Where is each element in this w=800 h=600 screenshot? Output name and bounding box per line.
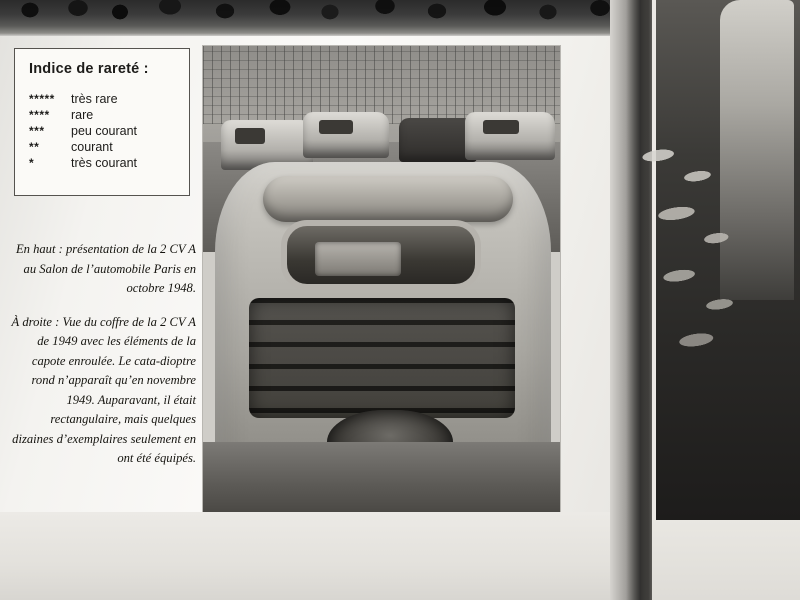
rarity-row	[29, 91, 179, 107]
rarity-label: très courant	[71, 156, 138, 170]
rarity-row	[29, 107, 179, 123]
rarity-label: rare	[71, 108, 94, 122]
rarity-label: très rare	[71, 92, 118, 106]
window-object	[315, 242, 401, 276]
rolled-soft-top	[263, 176, 513, 222]
right-page-margin-bottom	[652, 520, 800, 600]
rarity-row	[29, 123, 179, 139]
rarity-label: courant	[71, 140, 113, 154]
left-page-margin-bottom	[0, 512, 620, 600]
rarity-stars: ****	[29, 108, 50, 122]
rarity-index-title: Indice de rareté :	[29, 61, 149, 77]
rarity-stars: *****	[29, 92, 55, 106]
main-photograph	[203, 46, 560, 512]
car-window	[319, 120, 353, 134]
open-trunk-area	[249, 298, 515, 418]
rarity-stars: ***	[29, 124, 45, 138]
background-car	[303, 112, 389, 158]
car-window	[483, 120, 519, 134]
right-page-photograph	[656, 0, 800, 520]
rear-window	[281, 220, 481, 290]
rarity-label: peu courant	[71, 124, 138, 138]
photo-road	[203, 442, 560, 512]
crowd-silhouettes	[0, 0, 642, 40]
caption-paragraph: À droite : Vue du coffre de la 2 CV A de 1949 avec les éléments de la capote enroulée. Le cata-dioptre rond n’apparaît qu’en novembre 1949. Auparavant, il était rectangulaire, mais quelques dizaines d’exemplaires seulement en ont été équipés.	[11, 314, 196, 465]
caption-block	[10, 240, 196, 483]
rarity-row	[29, 155, 179, 171]
rarity-stars: **	[29, 140, 40, 154]
rarity-index-box	[14, 48, 190, 196]
caption-paragraph: En haut : présentation de la 2 CV A au Salon de l’automobile Paris en octobre 1948.	[15, 242, 196, 295]
rarity-stars: *	[29, 156, 35, 170]
top-photo-bleed	[0, 0, 642, 36]
car-window	[235, 128, 265, 144]
background-car	[465, 112, 555, 160]
rarity-row	[29, 139, 179, 155]
